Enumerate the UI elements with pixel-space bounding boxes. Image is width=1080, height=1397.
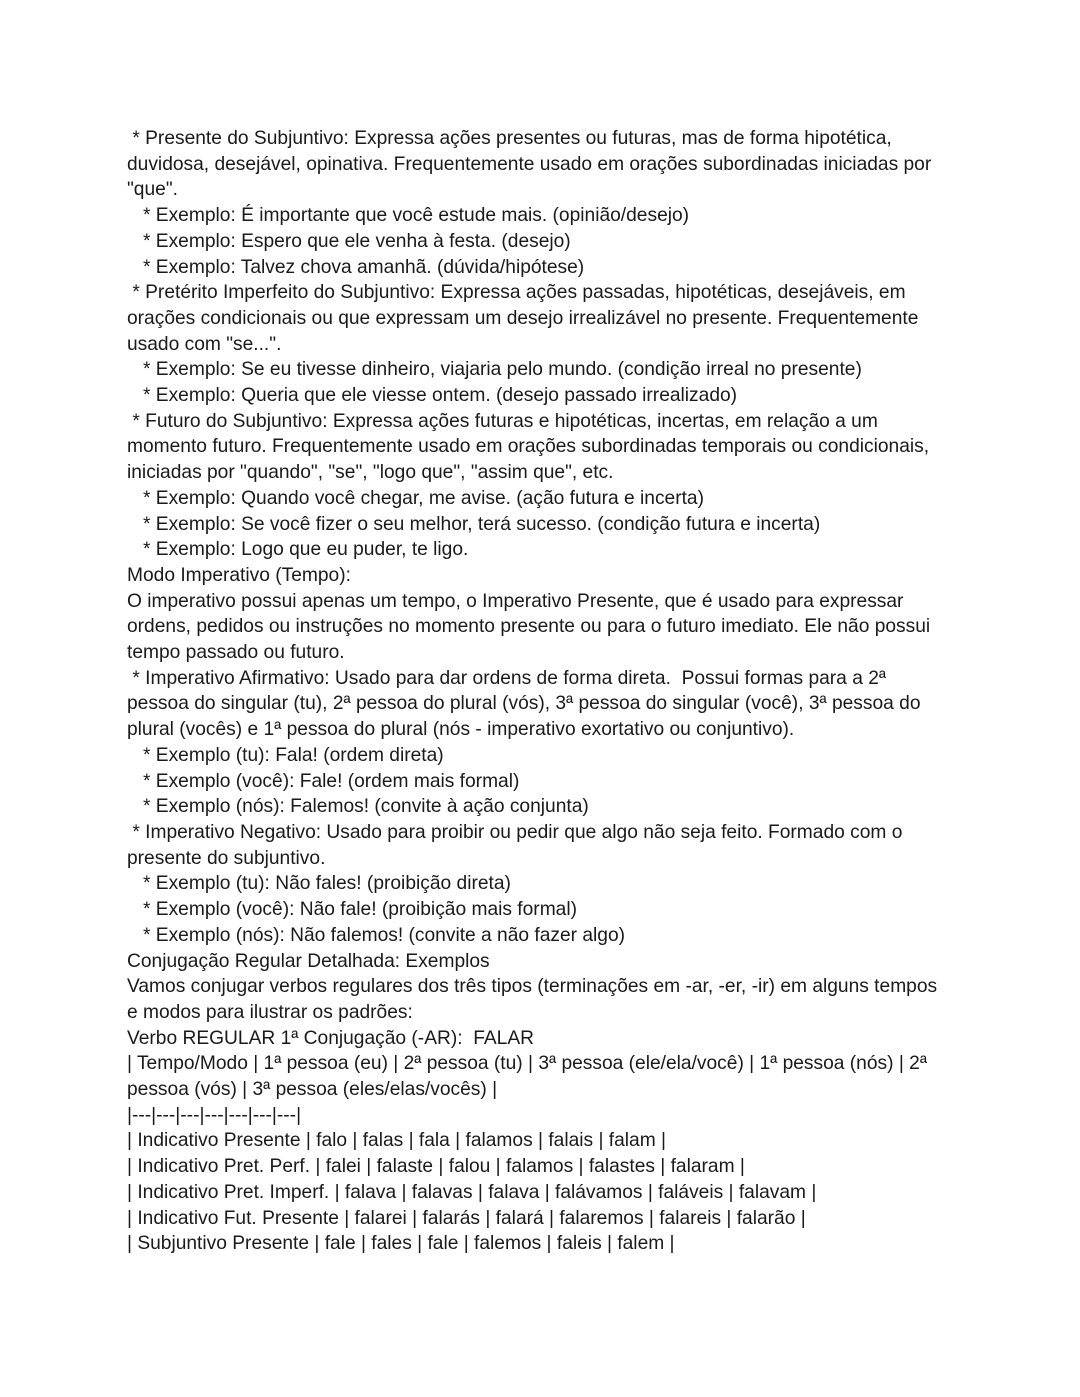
example-line: * Exemplo: Talvez chova amanhã. (dúvida/hipótese) xyxy=(127,256,585,278)
table-row: | Indicativo Fut. Presente | falarei | falarás | falará | falaremos | falareis | falarão | xyxy=(127,1207,806,1229)
text-line: duvidosa, desejável, opinativa. Frequentemente usado em orações subordinadas iniciadas por xyxy=(127,153,932,175)
table-row: | Subjuntivo Presente | fale | fales | fale | falemos | faleis | falem | xyxy=(127,1233,675,1255)
conjugation-table-falar xyxy=(127,1051,957,1257)
text-line: orações condicionais ou que expressam um desejo irrealizável no presente. Frequentemente xyxy=(127,307,919,329)
section-presente-subjuntivo xyxy=(127,126,957,280)
example-line: * Exemplo (nós): Falemos! (convite à ação conjunta) xyxy=(127,796,589,818)
text-line: * Imperativo Afirmativo: Usado para dar ordens de forma direta. Possui formas para a 2ª xyxy=(127,667,886,689)
table-row: | Indicativo Pret. Imperf. | falava | falavas | falava | falávamos | faláveis | falavam | xyxy=(127,1181,817,1203)
section-heading: Modo Imperativo (Tempo): xyxy=(127,564,351,586)
section-preterito-imperfeito-subjuntivo xyxy=(127,280,957,409)
example-line: * Exemplo: É importante que você estude mais. (opinião/desejo) xyxy=(127,205,690,227)
section-imperativo-negativo xyxy=(127,820,957,949)
text-line: plural (vocês) e 1ª pessoa do plural (nós - imperativo exortativo ou conjuntivo). xyxy=(127,719,795,741)
text-line: * Presente do Subjuntivo: Expressa ações presentes ou futuras, mas de forma hipotética, xyxy=(127,128,892,149)
table-header-line: | Tempo/Modo | 1ª pessoa (eu) | 2ª pessoa (tu) | 3ª pessoa (ele/ela/você) | 1ª pessoa (nós) | 2ª xyxy=(127,1053,927,1075)
text-line: "que". xyxy=(127,179,178,201)
section-heading: Conjugação Regular Detalhada: Exemplos xyxy=(127,950,490,972)
text-line: ordens, pedidos ou instruções no momento presente ou para o futuro imediato. Ele não possui xyxy=(127,616,931,638)
text-line: Vamos conjugar verbos regulares dos três tipos (terminações em -ar, -er, -ir) em alguns tempos xyxy=(127,976,938,998)
table-header-line: pessoa (vós) | 3ª pessoa (eles/elas/vocês) | xyxy=(127,1079,498,1101)
example-line: * Exemplo: Se eu tivesse dinheiro, viajaria pelo mundo. (condição irreal no presente) xyxy=(127,359,862,381)
text-line: e modos para ilustrar os padrões: xyxy=(127,1001,413,1023)
section-imperativo-afirmativo xyxy=(127,666,957,820)
text-line: * Futuro do Subjuntivo: Expressa ações futuras e hipotéticas, incertas, em relação a um xyxy=(127,410,878,432)
verb-heading: Verbo REGULAR 1ª Conjugação (-AR): FALAR xyxy=(127,1027,535,1049)
text-line: usado com "se...". xyxy=(127,333,282,355)
example-line: * Exemplo (você): Não fale! (proibição mais formal) xyxy=(127,899,577,921)
example-line: * Exemplo (nós): Não falemos! (convite a não fazer algo) xyxy=(127,924,626,946)
table-row: | Indicativo Presente | falo | falas | fala | falamos | falais | falam | xyxy=(127,1130,666,1152)
section-modo-imperativo xyxy=(127,563,957,666)
example-line: * Exemplo (você): Fale! (ordem mais formal) xyxy=(127,770,520,792)
text-line: momento futuro. Frequentemente usado em orações subordinadas temporais ou condicionais, xyxy=(127,436,930,458)
section-conjugacao-regular xyxy=(127,949,957,1052)
example-line: * Exemplo: Logo que eu puder, te ligo. xyxy=(127,539,469,561)
example-line: * Exemplo (tu): Não fales! (proibição direta) xyxy=(127,873,511,895)
text-line: * Pretérito Imperfeito do Subjuntivo: Expressa ações passadas, hipotéticas, desejáveis, em xyxy=(127,282,906,304)
table-row: | Indicativo Pret. Perf. | falei | falaste | falou | falamos | falastes | falaram | xyxy=(127,1156,745,1178)
document-page xyxy=(127,126,957,1257)
example-line: * Exemplo (tu): Fala! (ordem direta) xyxy=(127,744,444,766)
table-separator-line: |---|---|---|---|---|---|---| xyxy=(127,1104,302,1126)
example-line: * Exemplo: Queria que ele viesse ontem. (desejo passado irrealizado) xyxy=(127,385,738,407)
example-line: * Exemplo: Espero que ele venha à festa. (desejo) xyxy=(127,230,571,252)
text-line: O imperativo possui apenas um tempo, o Imperativo Presente, que é usado para expressar xyxy=(127,590,904,612)
text-line: iniciadas por "quando", "se", "logo que", "assim que", etc. xyxy=(127,462,614,484)
example-line: * Exemplo: Quando você chegar, me avise. (ação futura e incerta) xyxy=(127,487,704,509)
text-line: presente do subjuntivo. xyxy=(127,847,326,869)
text-line: tempo passado ou futuro. xyxy=(127,642,345,664)
text-line: pessoa do singular (tu), 2ª pessoa do plural (vós), 3ª pessoa do singular (você), 3ª pessoa do xyxy=(127,693,921,715)
text-line: * Imperativo Negativo: Usado para proibir ou pedir que algo não seja feito. Formado com o xyxy=(127,821,903,843)
section-futuro-subjuntivo xyxy=(127,409,957,563)
example-line: * Exemplo: Se você fizer o seu melhor, terá sucesso. (condição futura e incerta) xyxy=(127,513,821,535)
